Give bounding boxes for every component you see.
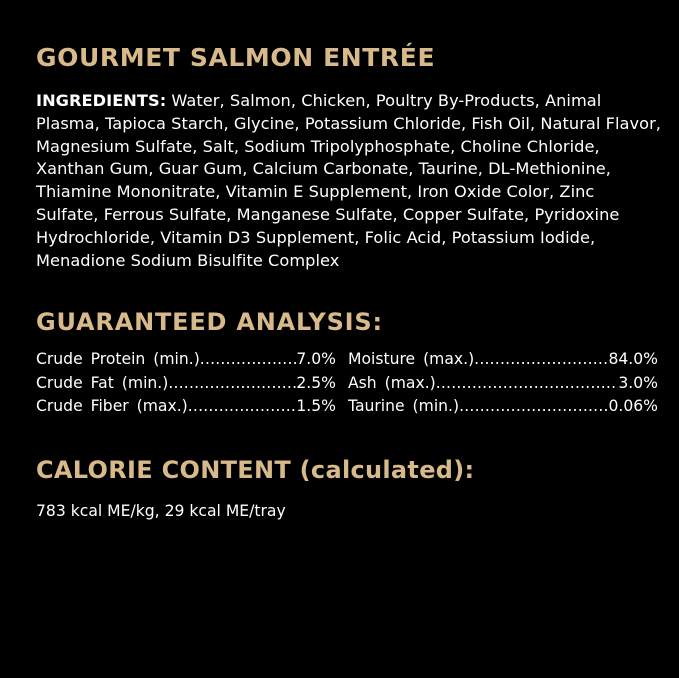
analysis-leader-dots xyxy=(168,372,296,396)
product-title: GOURMET SALMON ENTRÉE xyxy=(36,43,436,72)
analysis-value: 84.0% xyxy=(608,350,658,369)
analysis-name: Moisture (max.) xyxy=(348,350,475,369)
analysis-value: 3.0% xyxy=(618,373,658,392)
calorie-content-text: 783 kcal ME/kg, 29 kcal ME/tray xyxy=(36,501,286,520)
ingredients-label: INGREDIENTS: xyxy=(36,91,167,110)
calorie-content-title: CALORIE CONTENT (calculated): xyxy=(36,455,475,484)
guaranteed-analysis-table xyxy=(36,348,659,419)
analysis-row-crude-fat xyxy=(36,372,336,396)
analysis-row-ash xyxy=(348,372,658,396)
ingredients-text: Water, Salmon, Chicken, Poultry By-Products, Animal Plasma, Tapioca Starch, Glycine, Potassium Chloride, Fish Oil, Natural Flavor, Magnesium Sulfate, Salt, Sodium Tripolyphosphate, Choline Chloride, Xanthan Gum, Guar Gum, Calcium Carbonate, Taurine, DL-Methionine, Thiamine Mononitrate, Vitamin E Supplement, Iron Oxide Color, Zinc Sulfate, Ferrous Sulfate, Manganese Sulfate, Copper Sulfate, Pyridoxine Hydrochloride, Vitamin D3 Supplement, Folic Acid, Potassium Iodide, Menadione Sodium Bisulfite Complex xyxy=(36,91,661,270)
analysis-leader-dots xyxy=(200,348,297,372)
analysis-leader-dots xyxy=(474,348,608,372)
analysis-value: 7.0% xyxy=(296,350,336,369)
analysis-row-crude-fiber xyxy=(36,395,336,419)
analysis-value: 0.06% xyxy=(608,397,658,416)
analysis-leader-dots xyxy=(188,395,297,419)
analysis-row-crude-protein xyxy=(36,348,336,372)
analysis-name: Ash (max.) xyxy=(348,373,436,392)
analysis-leader-dots xyxy=(436,372,619,396)
guaranteed-analysis-title: GUARANTEED ANALYSIS: xyxy=(36,308,383,337)
analysis-name: Crude Fiber (max.) xyxy=(36,397,188,416)
analysis-name: Crude Protein (min.) xyxy=(36,350,200,369)
ingredients-block xyxy=(36,90,661,272)
analysis-row-taurine xyxy=(348,395,658,419)
analysis-leader-dots xyxy=(459,395,608,419)
analysis-name: Taurine (min.) xyxy=(348,397,460,416)
analysis-name: Crude Fat (min.) xyxy=(36,373,169,392)
analysis-value: 1.5% xyxy=(296,397,336,416)
analysis-row-moisture xyxy=(348,348,658,372)
analysis-value: 2.5% xyxy=(296,373,336,392)
